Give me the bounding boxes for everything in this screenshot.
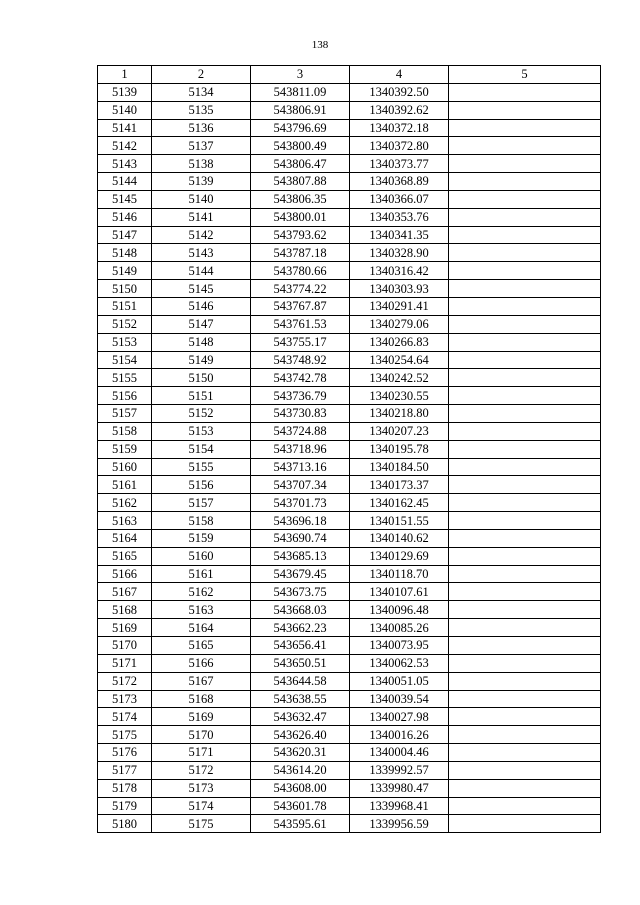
table-cell	[449, 173, 601, 191]
table-cell: 1340027.98	[350, 708, 449, 726]
table-cell: 543761.53	[251, 315, 350, 333]
table-row	[98, 583, 601, 601]
table-row	[98, 226, 601, 244]
table-cell: 5172	[152, 761, 251, 779]
table-cell: 5158	[98, 422, 152, 440]
table-row	[98, 333, 601, 351]
table-cell: 5178	[98, 779, 152, 797]
table-cell: 543793.62	[251, 226, 350, 244]
column-header: 4	[350, 66, 449, 84]
table-cell: 1340303.93	[350, 280, 449, 298]
table-cell: 1339956.59	[350, 815, 449, 833]
table-cell	[449, 262, 601, 280]
table-cell: 1340328.90	[350, 244, 449, 262]
table-row	[98, 262, 601, 280]
table-cell: 5154	[98, 351, 152, 369]
table-cell: 1340039.54	[350, 690, 449, 708]
table-cell: 1340107.61	[350, 583, 449, 601]
table-cell	[449, 155, 601, 173]
table-cell: 1340184.50	[350, 458, 449, 476]
table-cell: 1340051.05	[350, 672, 449, 690]
table-cell: 543701.73	[251, 494, 350, 512]
table-row	[98, 280, 601, 298]
table-cell: 5162	[152, 583, 251, 601]
table-cell: 5151	[152, 387, 251, 405]
table-row	[98, 137, 601, 155]
table-cell: 5170	[152, 726, 251, 744]
table-cell: 5161	[152, 565, 251, 583]
table-row	[98, 779, 601, 797]
table-cell: 5145	[98, 190, 152, 208]
table-cell: 5166	[152, 654, 251, 672]
table-cell: 1340279.06	[350, 315, 449, 333]
table-row	[98, 744, 601, 762]
table-row	[98, 387, 601, 405]
table-cell: 5164	[152, 619, 251, 637]
table-cell	[449, 333, 601, 351]
table-body	[98, 83, 601, 832]
table-cell: 1340173.37	[350, 476, 449, 494]
table-cell	[449, 761, 601, 779]
table-cell: 1340118.70	[350, 565, 449, 583]
table-cell	[449, 565, 601, 583]
table-row	[98, 494, 601, 512]
table-row	[98, 654, 601, 672]
table-cell: 5142	[98, 137, 152, 155]
table-cell: 543807.88	[251, 173, 350, 191]
table-cell: 543806.47	[251, 155, 350, 173]
table-row	[98, 547, 601, 565]
table-cell: 5168	[98, 601, 152, 619]
table-cell: 5159	[98, 440, 152, 458]
table-cell: 5141	[98, 119, 152, 137]
table-cell: 5149	[152, 351, 251, 369]
table-cell: 5141	[152, 208, 251, 226]
table-cell: 5175	[152, 815, 251, 833]
table-cell	[449, 405, 601, 423]
table-cell	[449, 137, 601, 155]
table-cell: 1340073.95	[350, 637, 449, 655]
table-cell: 5139	[152, 173, 251, 191]
table-cell: 5165	[152, 637, 251, 655]
table-cell: 1340096.48	[350, 601, 449, 619]
table-row	[98, 672, 601, 690]
table-row	[98, 244, 601, 262]
table-cell: 5134	[152, 83, 251, 101]
table-row	[98, 315, 601, 333]
table-cell: 5145	[152, 280, 251, 298]
table-cell: 543724.88	[251, 422, 350, 440]
table-cell: 5160	[98, 458, 152, 476]
table-row	[98, 155, 601, 173]
table-cell	[449, 369, 601, 387]
table-cell: 5150	[98, 280, 152, 298]
table-cell: 5156	[152, 476, 251, 494]
table-cell: 543767.87	[251, 297, 350, 315]
table-cell: 5150	[152, 369, 251, 387]
table-cell	[449, 119, 601, 137]
table-cell	[449, 547, 601, 565]
page-number: 138	[311, 39, 329, 51]
table-row	[98, 761, 601, 779]
table-cell: 5180	[98, 815, 152, 833]
table-cell: 543730.83	[251, 405, 350, 423]
table-cell: 5167	[98, 583, 152, 601]
table-row	[98, 422, 601, 440]
table-cell: 543718.96	[251, 440, 350, 458]
table-cell: 543748.92	[251, 351, 350, 369]
table-cell: 5138	[152, 155, 251, 173]
table-cell	[449, 815, 601, 833]
table-cell: 5156	[98, 387, 152, 405]
table-cell: 5179	[98, 797, 152, 815]
table-cell: 5143	[98, 155, 152, 173]
table-cell	[449, 101, 601, 119]
table-cell: 543707.34	[251, 476, 350, 494]
table-cell: 5152	[98, 315, 152, 333]
table-row	[98, 815, 601, 833]
table-header-row	[98, 66, 601, 84]
table-cell: 1340218.80	[350, 405, 449, 423]
table-cell: 5136	[152, 119, 251, 137]
table-row	[98, 458, 601, 476]
table-cell: 543638.55	[251, 690, 350, 708]
table-row	[98, 369, 601, 387]
table-row	[98, 637, 601, 655]
table-cell: 543800.01	[251, 208, 350, 226]
table-row	[98, 797, 601, 815]
table-cell: 543787.18	[251, 244, 350, 262]
table-cell: 543644.58	[251, 672, 350, 690]
table-cell	[449, 601, 601, 619]
table-row	[98, 83, 601, 101]
table-cell: 543685.13	[251, 547, 350, 565]
table-cell: 5159	[152, 529, 251, 547]
table-cell: 543811.09	[251, 83, 350, 101]
table-row	[98, 440, 601, 458]
table-cell: 1340195.78	[350, 440, 449, 458]
table-cell: 5153	[152, 422, 251, 440]
table-cell: 5158	[152, 512, 251, 530]
table-cell	[449, 797, 601, 815]
table-cell: 1339968.41	[350, 797, 449, 815]
table-cell: 5164	[98, 529, 152, 547]
table-cell: 5148	[152, 333, 251, 351]
table-cell	[449, 387, 601, 405]
table-cell: 5176	[98, 744, 152, 762]
table-cell: 5174	[152, 797, 251, 815]
table-cell: 1340366.07	[350, 190, 449, 208]
table-cell: 1340162.45	[350, 494, 449, 512]
table-cell	[449, 726, 601, 744]
table-cell: 543796.69	[251, 119, 350, 137]
table-cell: 1340368.89	[350, 173, 449, 191]
table-cell	[449, 619, 601, 637]
table-cell: 5171	[152, 744, 251, 762]
table-cell: 5140	[152, 190, 251, 208]
table-cell: 1340372.18	[350, 119, 449, 137]
table-row	[98, 726, 601, 744]
table-cell: 5166	[98, 565, 152, 583]
table-cell	[449, 83, 601, 101]
table-cell: 543800.49	[251, 137, 350, 155]
table-row	[98, 173, 601, 191]
table-cell: 543626.40	[251, 726, 350, 744]
table-cell: 1340372.80	[350, 137, 449, 155]
table-row	[98, 190, 601, 208]
table-cell: 543608.00	[251, 779, 350, 797]
table-cell: 543632.47	[251, 708, 350, 726]
table-cell: 543755.17	[251, 333, 350, 351]
table-cell: 1340254.64	[350, 351, 449, 369]
table-cell: 5160	[152, 547, 251, 565]
table-row	[98, 512, 601, 530]
table-cell: 543668.03	[251, 601, 350, 619]
table-cell	[449, 637, 601, 655]
table-cell: 5155	[98, 369, 152, 387]
table-cell: 5146	[152, 297, 251, 315]
table-row	[98, 601, 601, 619]
table-cell: 1340392.62	[350, 101, 449, 119]
table-cell: 543673.75	[251, 583, 350, 601]
table-cell: 543696.18	[251, 512, 350, 530]
table-cell: 5174	[98, 708, 152, 726]
table-cell: 543780.66	[251, 262, 350, 280]
table-cell: 543595.61	[251, 815, 350, 833]
table-cell: 5149	[98, 262, 152, 280]
table-row	[98, 208, 601, 226]
column-header: 3	[251, 66, 350, 84]
table-cell: 1340353.76	[350, 208, 449, 226]
table-cell: 543656.41	[251, 637, 350, 655]
table-row	[98, 405, 601, 423]
table-cell: 543713.16	[251, 458, 350, 476]
table-cell	[449, 476, 601, 494]
table-cell: 1340151.55	[350, 512, 449, 530]
table-cell: 5157	[152, 494, 251, 512]
table-row	[98, 351, 601, 369]
table-cell: 5162	[98, 494, 152, 512]
table-cell: 1340266.83	[350, 333, 449, 351]
table-cell	[449, 280, 601, 298]
table-cell: 5146	[98, 208, 152, 226]
table-cell	[449, 208, 601, 226]
table-cell: 5170	[98, 637, 152, 655]
table-cell	[449, 654, 601, 672]
table-row	[98, 690, 601, 708]
table-cell	[449, 583, 601, 601]
table-cell: 5167	[152, 672, 251, 690]
table-cell: 1340016.26	[350, 726, 449, 744]
table-cell: 5143	[152, 244, 251, 262]
table-cell: 5172	[98, 672, 152, 690]
table-cell: 1340140.62	[350, 529, 449, 547]
table-cell: 543620.31	[251, 744, 350, 762]
table-cell	[449, 458, 601, 476]
table-cell: 5144	[98, 173, 152, 191]
table-cell	[449, 244, 601, 262]
table-cell: 5147	[98, 226, 152, 244]
table-row	[98, 297, 601, 315]
table-cell: 5163	[152, 601, 251, 619]
table-cell: 5140	[98, 101, 152, 119]
table-cell: 1340242.52	[350, 369, 449, 387]
table-cell: 5173	[98, 690, 152, 708]
table-cell: 1340129.69	[350, 547, 449, 565]
table-cell: 5177	[98, 761, 152, 779]
table-cell: 5161	[98, 476, 152, 494]
table-cell: 1340062.53	[350, 654, 449, 672]
table-cell: 5154	[152, 440, 251, 458]
table-cell: 543806.91	[251, 101, 350, 119]
table-cell: 5137	[152, 137, 251, 155]
table-row	[98, 529, 601, 547]
table-row	[98, 565, 601, 583]
table-cell: 543736.79	[251, 387, 350, 405]
column-header: 5	[449, 66, 601, 84]
table-cell: 5171	[98, 654, 152, 672]
table-cell	[449, 422, 601, 440]
table-cell	[449, 744, 601, 762]
table-row	[98, 619, 601, 637]
table-cell: 543690.74	[251, 529, 350, 547]
table-cell: 5163	[98, 512, 152, 530]
table-cell: 1340085.26	[350, 619, 449, 637]
table-cell: 5169	[152, 708, 251, 726]
table-cell: 5148	[98, 244, 152, 262]
table-row	[98, 119, 601, 137]
table-cell: 5152	[152, 405, 251, 423]
column-header: 1	[98, 66, 152, 84]
table-cell	[449, 779, 601, 797]
table-cell	[449, 494, 601, 512]
table-cell	[449, 690, 601, 708]
table-cell: 5173	[152, 779, 251, 797]
table-cell	[449, 351, 601, 369]
table-cell: 5157	[98, 405, 152, 423]
table-row	[98, 708, 601, 726]
table-cell	[449, 226, 601, 244]
table-cell: 5144	[152, 262, 251, 280]
table-cell: 1340341.35	[350, 226, 449, 244]
table-cell: 1340373.77	[350, 155, 449, 173]
table-cell: 1340230.55	[350, 387, 449, 405]
table-cell	[449, 190, 601, 208]
table-cell: 543774.22	[251, 280, 350, 298]
table-cell: 1340392.50	[350, 83, 449, 101]
table-cell: 5169	[98, 619, 152, 637]
table-cell: 1340207.23	[350, 422, 449, 440]
table-cell: 5175	[98, 726, 152, 744]
table-cell: 5142	[152, 226, 251, 244]
table-cell: 5151	[98, 297, 152, 315]
table-cell	[449, 708, 601, 726]
table-cell	[449, 672, 601, 690]
table-cell	[449, 440, 601, 458]
table-cell	[449, 315, 601, 333]
table-cell	[449, 512, 601, 530]
table-cell: 5165	[98, 547, 152, 565]
table-row	[98, 476, 601, 494]
table-cell: 1339980.47	[350, 779, 449, 797]
table-cell: 543662.23	[251, 619, 350, 637]
coordinates-table	[97, 65, 601, 833]
table-cell: 5168	[152, 690, 251, 708]
table-cell: 1340004.46	[350, 744, 449, 762]
table-cell: 1340316.42	[350, 262, 449, 280]
table-cell: 5153	[98, 333, 152, 351]
table-cell: 5155	[152, 458, 251, 476]
table-row	[98, 101, 601, 119]
table-cell: 1339992.57	[350, 761, 449, 779]
table-cell: 543614.20	[251, 761, 350, 779]
table-cell: 1340291.41	[350, 297, 449, 315]
table-cell: 543806.35	[251, 190, 350, 208]
table-cell: 543601.78	[251, 797, 350, 815]
table-cell: 5147	[152, 315, 251, 333]
table-cell: 5139	[98, 83, 152, 101]
table-cell: 543650.51	[251, 654, 350, 672]
column-header: 2	[152, 66, 251, 84]
table-cell: 543742.78	[251, 369, 350, 387]
table-cell: 543679.45	[251, 565, 350, 583]
table-cell	[449, 529, 601, 547]
table-cell	[449, 297, 601, 315]
table-cell: 5135	[152, 101, 251, 119]
